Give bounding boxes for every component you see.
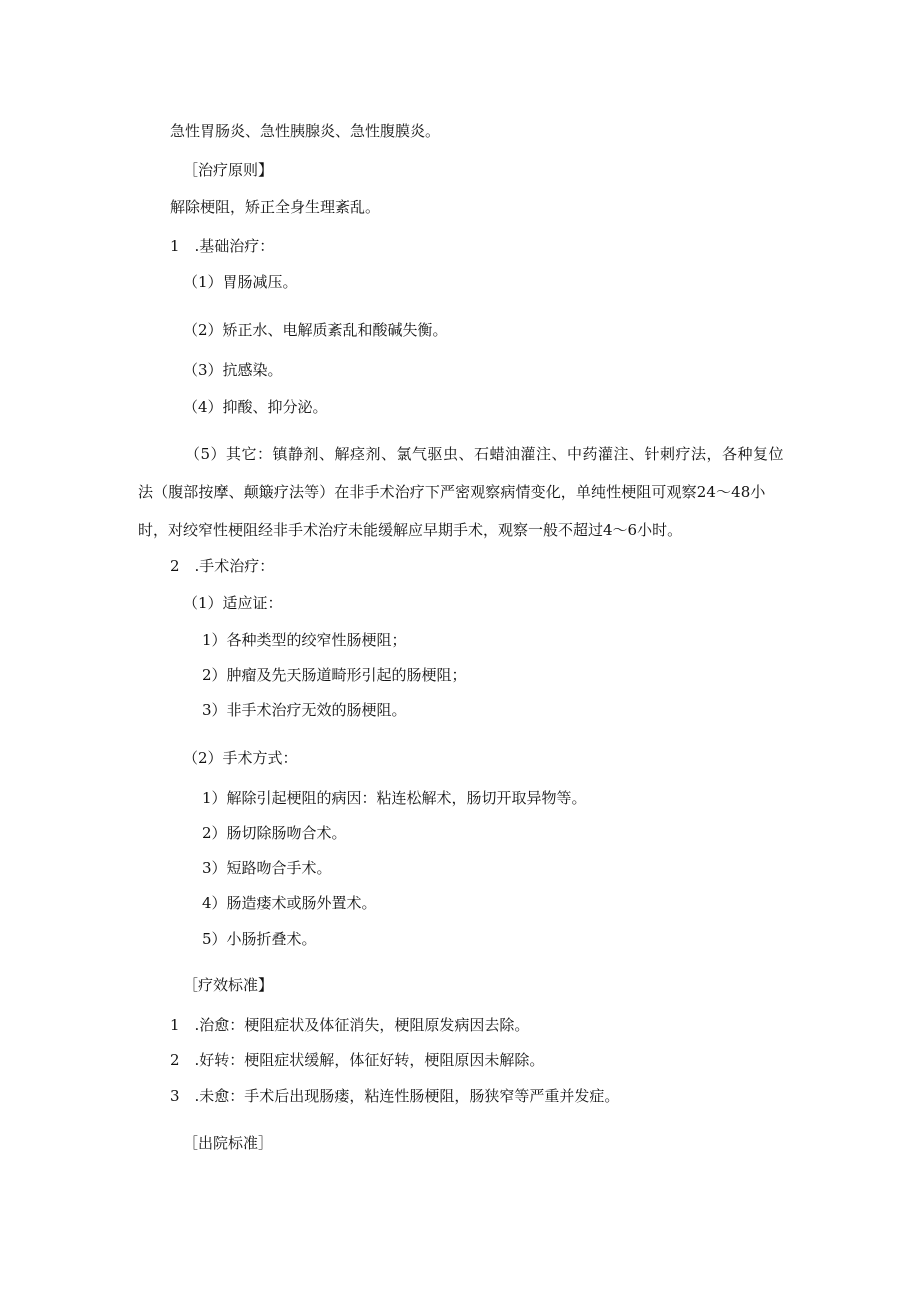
efficacy-heading: ［疗效标准】 xyxy=(183,976,274,994)
basic-item-2: （2）矫正水、电解质紊乱和酸碱失衡。 xyxy=(183,321,448,339)
indication-item-2: 2）肿瘤及先天肠道畸形引起的肠梗阻； xyxy=(202,666,467,684)
method-item-1: 1）解除引起梗阻的病因：粘连松解术，肠切开取异物等。 xyxy=(202,789,587,807)
indication-item-3: 3）非手术治疗无效的肠梗阻。 xyxy=(202,701,407,719)
methods-title: （2）手术方式： xyxy=(183,749,298,767)
intro-line: 急性胃肠炎、急性胰腺炎、急性腹膜炎。 xyxy=(170,122,441,140)
paragraph-line: 时，对绞窄性梗阻经非手术治疗未能缓解应早期手术，观察一般不超过4～6小时。 xyxy=(138,521,683,539)
efficacy-item-2: 2 .好转：梗阻症状缓解，体征好转，梗阻原因未解除。 xyxy=(170,1051,545,1069)
basic-item-4: （4）抑酸、抑分泌。 xyxy=(183,398,328,416)
basic-item-3: （3）抗感染。 xyxy=(183,361,283,379)
discharge-heading: ［出院标准］ xyxy=(183,1134,274,1152)
indication-item-1: 1）各种类型的绞窄性肠梗阻； xyxy=(202,631,407,649)
basic-treatment-title: 1 .基础治疗： xyxy=(170,237,275,255)
method-item-4: 4）肠造瘘术或肠外置术。 xyxy=(202,894,377,912)
treatment-principle-heading: ［治疗原则】 xyxy=(183,161,274,179)
surgical-treatment-title: 2 .手术治疗： xyxy=(170,557,275,575)
paragraph-line: （5）其它：镇静剂、解痉剂、氯气驱虫、石蜡油灌注、中药灌注、针刺疗法，各种复位 xyxy=(185,445,785,463)
method-item-5: 5）小肠折叠术。 xyxy=(202,930,317,948)
efficacy-item-3: 3 .未愈：手术后出现肠瘘，粘连性肠梗阻，肠狭窄等严重并发症。 xyxy=(170,1087,620,1105)
treatment-principle-summary: 解除梗阻，矫正全身生理紊乱。 xyxy=(170,198,381,216)
paragraph-line: 法（腹部按摩、颠簸疗法等）在非手术治疗下严密观察病情变化，单纯性梗阻可观察24～48小 xyxy=(138,483,766,501)
efficacy-item-1: 1 .治愈：梗阻症状及体征消失，梗阻原发病因去除。 xyxy=(170,1016,530,1034)
basic-item-1: （1）胃肠减压。 xyxy=(183,273,298,291)
method-item-3: 3）短路吻合手术。 xyxy=(202,859,332,877)
method-item-2: 2）肠切除肠吻合术。 xyxy=(202,824,347,842)
basic-item-5-paragraph xyxy=(138,444,784,540)
indications-title: （1）适应证： xyxy=(183,594,283,612)
